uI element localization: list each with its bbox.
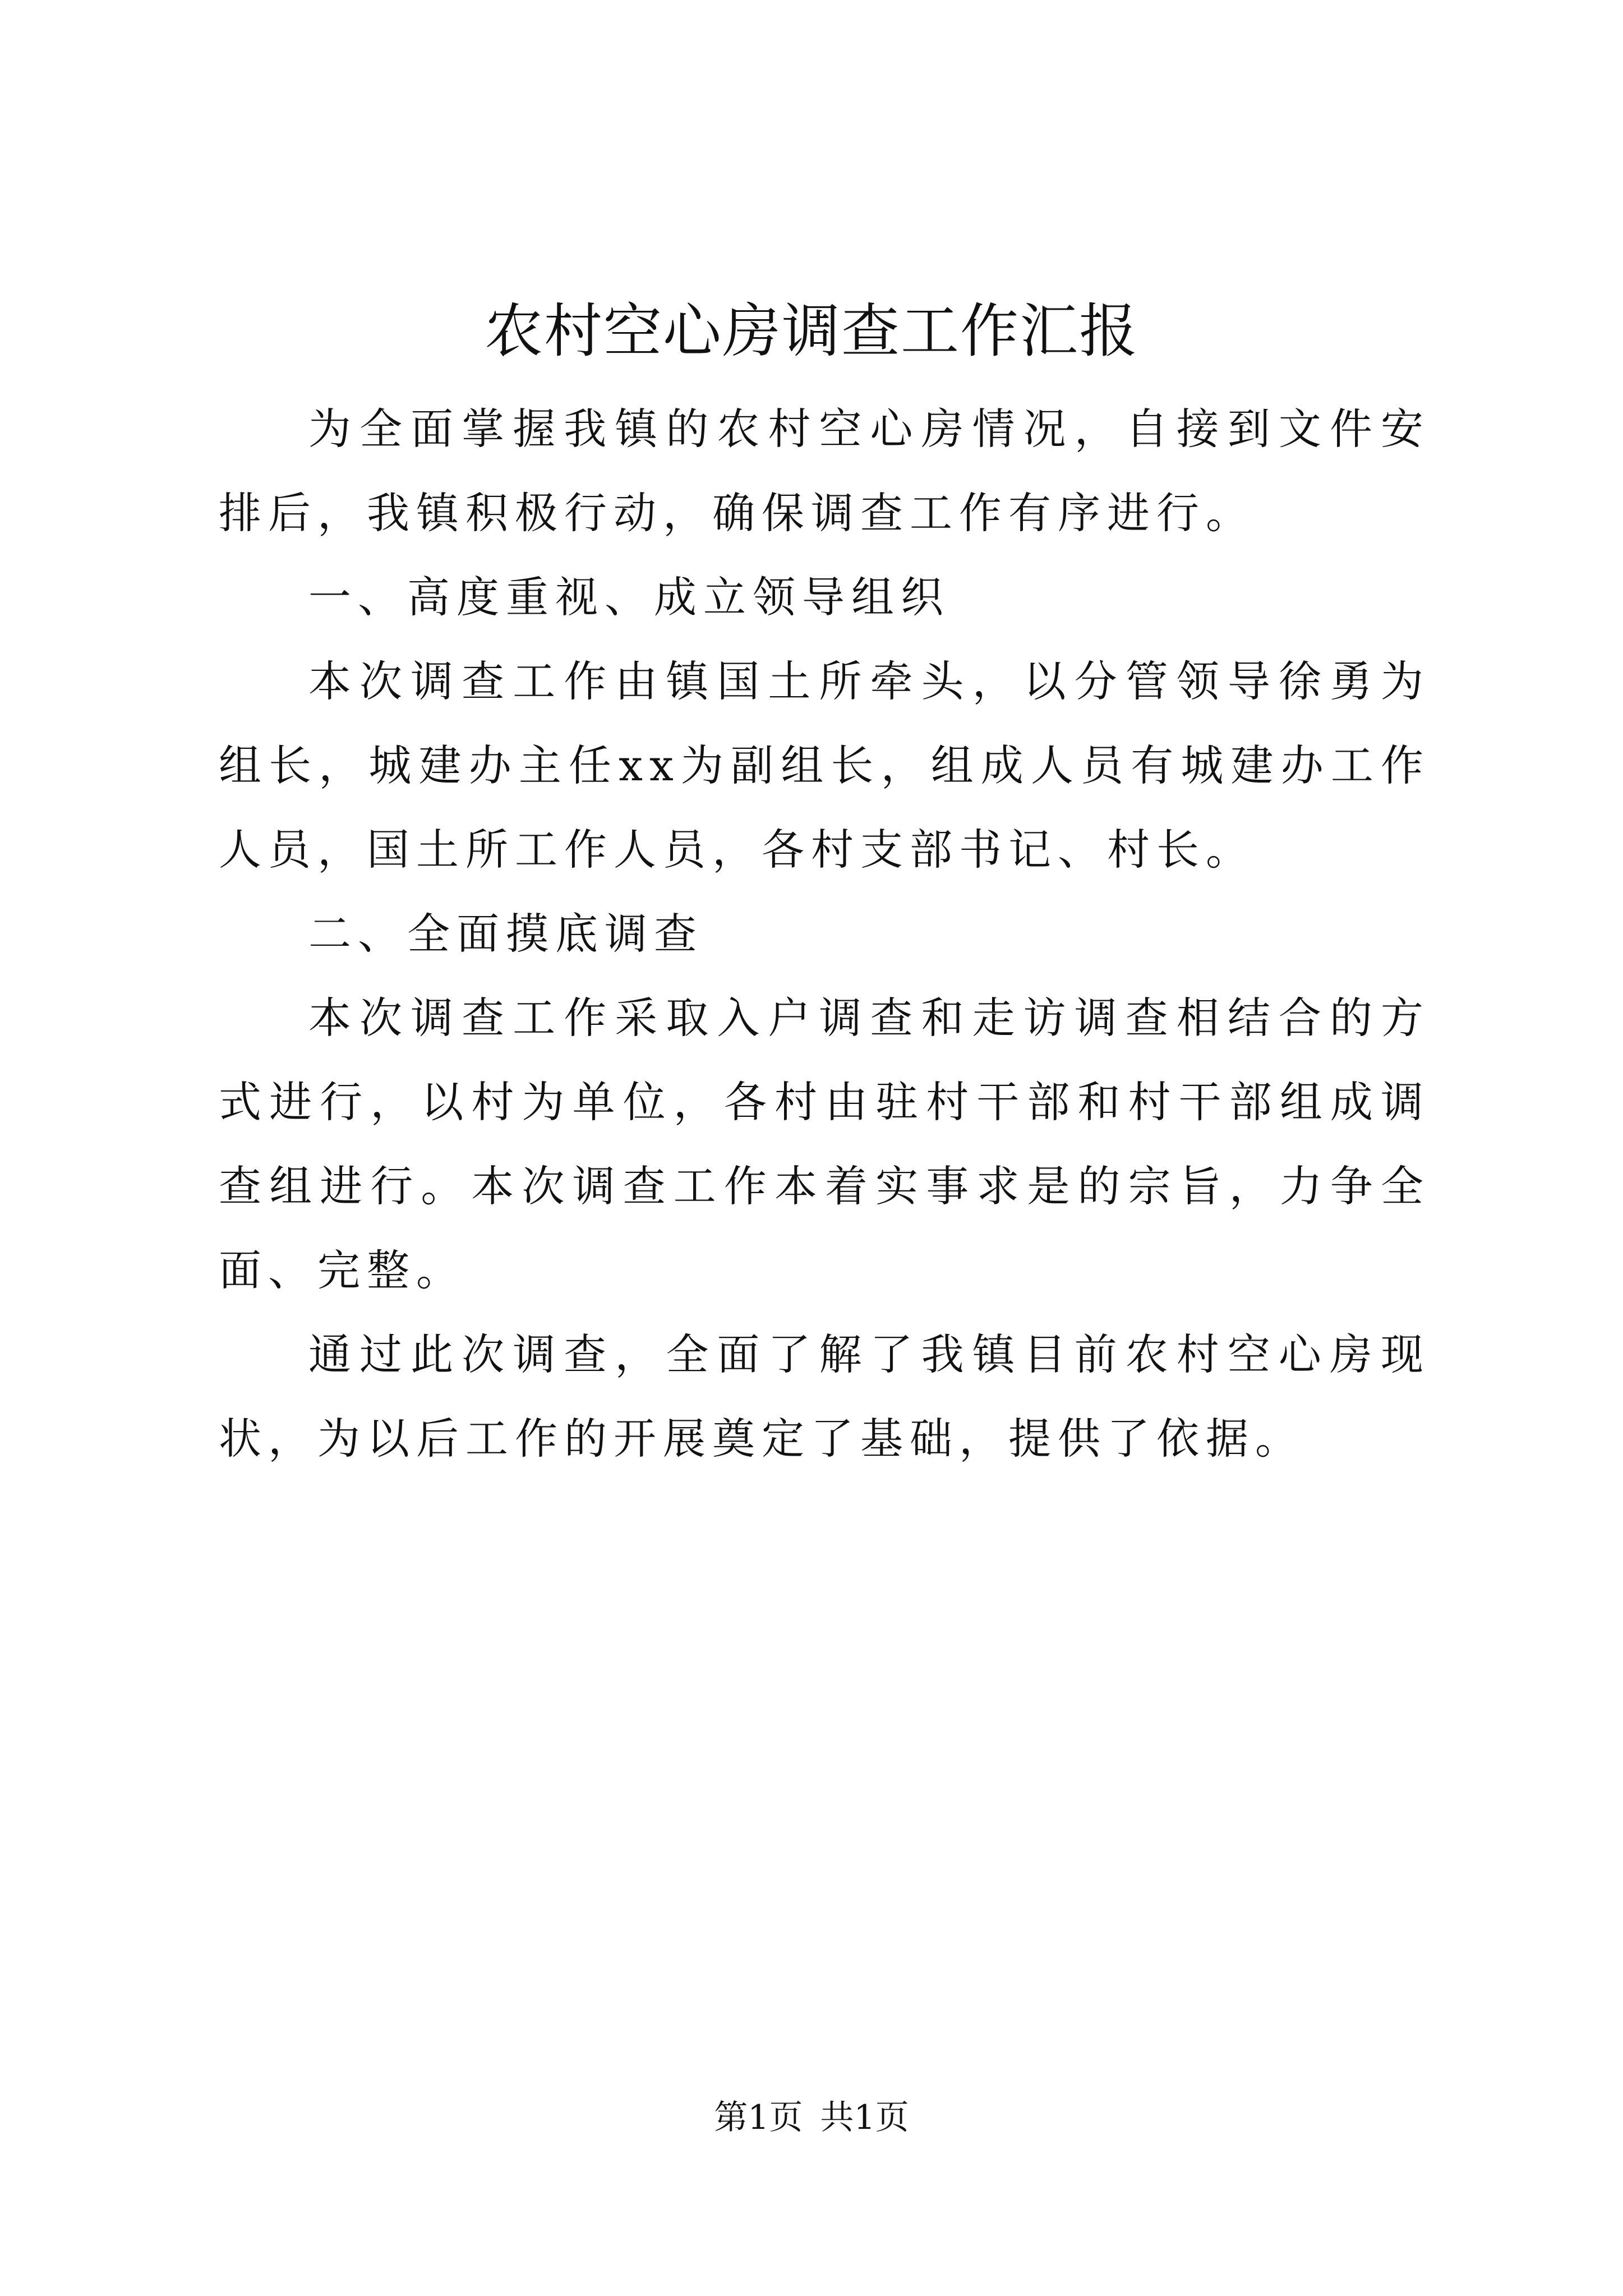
page-footer — [0, 2095, 1623, 2140]
document-title: 农村空心房调查工作汇报 — [484, 297, 1138, 365]
conclusion-paragraph: 通过此次调查，全面了解了我镇目前农村空心房现状，为以后工作的开展奠定了基础，提供了依据。 — [219, 1329, 1430, 1464]
intro-paragraph: 为全面掌握我镇的农村空心房情况，自接到文件安排后，我镇积极行动，确保调查工作有序进行。 — [219, 404, 1430, 538]
section-1-paragraph: 本次调查工作由镇国土所牵头，以分管领导徐勇为组长，城建办主任xx为副组长，组成人员有城建办工作人员，国土所工作人员，各村支部书记、村长。 — [219, 656, 1430, 875]
section-heading-1: 一、高度重视、成立领导组织 — [308, 572, 950, 622]
section-heading-2: 二、全面摸底调查 — [308, 909, 703, 959]
page-total: 共1页 — [820, 2098, 909, 2137]
document-body — [219, 387, 1430, 1481]
page-number: 第1页 — [714, 2098, 803, 2137]
section-2-paragraph: 本次调查工作采取入户调查和走访调查相结合的方式进行，以村为单位，各村由驻村干部和村干部组成调查组进行。本次调查工作本着实事求是的宗旨，力争全面、完整。 — [219, 993, 1430, 1295]
